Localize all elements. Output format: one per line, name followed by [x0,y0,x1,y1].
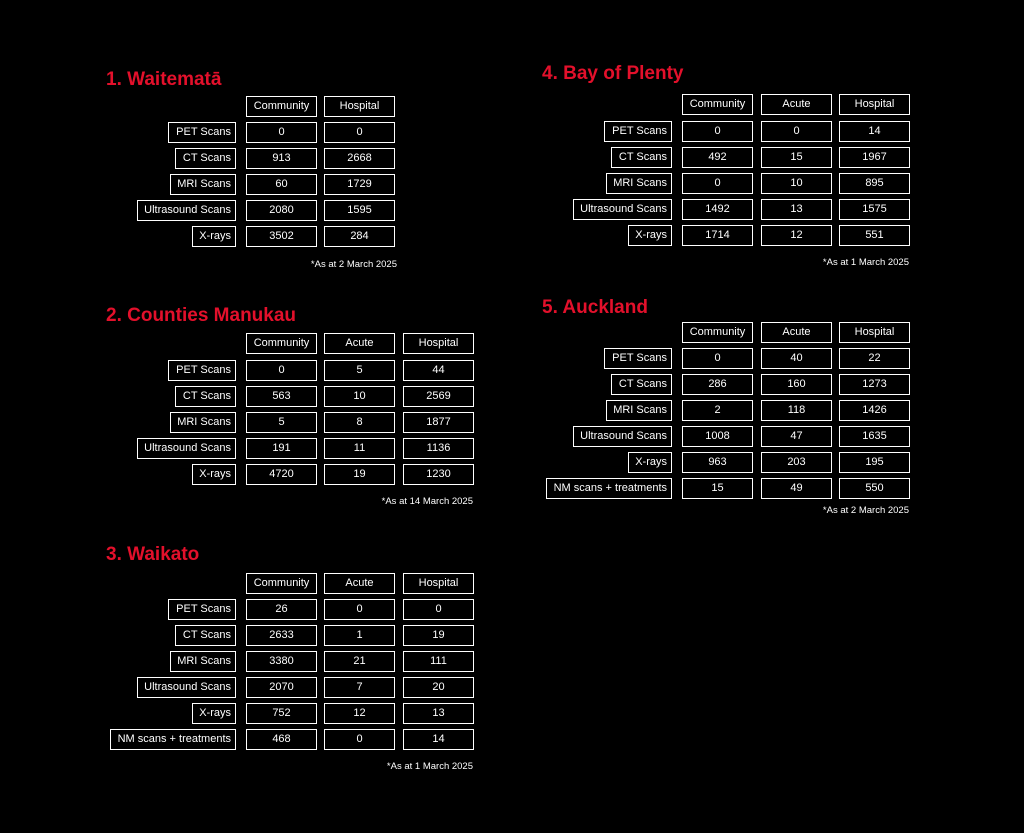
table-cell: 2633 [246,625,317,646]
table-cell: 20 [403,677,474,698]
section-title: 4. Bay of Plenty [542,63,684,84]
table-cell: 1 [324,625,395,646]
column-header: Acute [324,573,395,594]
column-header: Community [246,96,317,117]
table-cell: 1426 [839,400,910,421]
as-at-note: *As at 14 March 2025 [381,496,473,507]
table-cell: 19 [324,464,395,485]
table-cell: 5 [324,360,395,381]
table-cell: 1136 [403,438,474,459]
row-label: PET Scans [168,599,236,620]
table-cell: 49 [761,478,832,499]
table-cell: 1008 [682,426,753,447]
table-cell: 1729 [324,174,395,195]
section-title: 3. Waikato [106,544,200,565]
table-cell: 468 [246,729,317,750]
row-label: Ultrasound Scans [137,200,236,221]
table-cell: 160 [761,374,832,395]
table-cell: 12 [324,703,395,724]
table-cell: 1877 [403,412,474,433]
table-cell: 1635 [839,426,910,447]
table-cell: 2080 [246,200,317,221]
row-label: Ultrasound Scans [137,677,236,698]
table-cell: 203 [761,452,832,473]
section-title: 5. Auckland [542,297,648,318]
table-cell: 0 [324,729,395,750]
table-cell: 0 [682,121,753,142]
table-cell: 1714 [682,225,753,246]
table-cell: 13 [403,703,474,724]
table-cell: 118 [761,400,832,421]
as-at-note: *As at 1 March 2025 [822,257,909,268]
table-cell: 284 [324,226,395,247]
row-label: Ultrasound Scans [137,438,236,459]
table-cell: 752 [246,703,317,724]
table-cell: 15 [682,478,753,499]
column-header: Community [682,322,753,343]
table-cell: 14 [839,121,910,142]
as-at-note: *As at 2 March 2025 [310,259,397,270]
table-cell: 1492 [682,199,753,220]
as-at-note: *As at 2 March 2025 [822,505,909,516]
row-label: PET Scans [604,121,672,142]
table-cell: 0 [246,122,317,143]
table-cell: 26 [246,599,317,620]
table-cell: 14 [403,729,474,750]
table-cell: 60 [246,174,317,195]
column-header: Community [682,94,753,115]
table-cell: 15 [761,147,832,168]
column-header: Acute [761,94,832,115]
table-cell: 8 [324,412,395,433]
table-cell: 3380 [246,651,317,672]
row-label: PET Scans [168,122,236,143]
row-label: X-rays [628,225,672,246]
row-label: MRI Scans [170,174,236,195]
table-cell: 492 [682,147,753,168]
table-cell: 10 [324,386,395,407]
table-cell: 1230 [403,464,474,485]
row-label: CT Scans [175,625,236,646]
table-cell: 22 [839,348,910,369]
row-label: CT Scans [175,386,236,407]
table-cell: 563 [246,386,317,407]
table-cell: 191 [246,438,317,459]
row-label: CT Scans [611,374,672,395]
row-label: X-rays [192,226,236,247]
table-cell: 7 [324,677,395,698]
row-label: MRI Scans [606,400,672,421]
as-at-note: *As at 1 March 2025 [386,761,473,772]
column-header: Hospital [324,96,395,117]
table-cell: 1967 [839,147,910,168]
row-label: MRI Scans [606,173,672,194]
row-label: CT Scans [611,147,672,168]
table-cell: 550 [839,478,910,499]
section-title: 2. Counties Manukau [106,305,297,326]
table-cell: 4720 [246,464,317,485]
table-cell: 195 [839,452,910,473]
row-label: PET Scans [168,360,236,381]
column-header: Community [246,573,317,594]
column-header: Hospital [839,94,910,115]
table-cell: 40 [761,348,832,369]
table-cell: 0 [682,173,753,194]
row-label: MRI Scans [170,412,236,433]
table-cell: 12 [761,225,832,246]
row-label: Ultrasound Scans [573,426,672,447]
row-label: NM scans + treatments [110,729,236,750]
table-cell: 286 [682,374,753,395]
table-cell: 0 [682,348,753,369]
table-cell: 5 [246,412,317,433]
row-label: PET Scans [604,348,672,369]
table-cell: 1575 [839,199,910,220]
table-cell: 551 [839,225,910,246]
row-label: X-rays [192,703,236,724]
table-cell: 2 [682,400,753,421]
table-cell: 2070 [246,677,317,698]
column-header: Acute [761,322,832,343]
table-cell: 1273 [839,374,910,395]
table-cell: 913 [246,148,317,169]
row-label: MRI Scans [170,651,236,672]
row-label: Ultrasound Scans [573,199,672,220]
table-cell: 963 [682,452,753,473]
table-cell: 19 [403,625,474,646]
table-cell: 13 [761,199,832,220]
table-cell: 47 [761,426,832,447]
table-cell: 11 [324,438,395,459]
column-header: Hospital [403,573,474,594]
table-cell: 0 [324,599,395,620]
row-label: X-rays [192,464,236,485]
table-cell: 895 [839,173,910,194]
table-cell: 21 [324,651,395,672]
row-label: NM scans + treatments [546,478,672,499]
table-cell: 3502 [246,226,317,247]
table-cell: 44 [403,360,474,381]
column-header: Acute [324,333,395,354]
table-cell: 0 [324,122,395,143]
row-label: X-rays [628,452,672,473]
section-title: 1. Waitematā [106,69,222,90]
column-header: Hospital [839,322,910,343]
table-cell: 0 [761,121,832,142]
column-header: Hospital [403,333,474,354]
table-cell: 10 [761,173,832,194]
row-label: CT Scans [175,148,236,169]
column-header: Community [246,333,317,354]
table-cell: 0 [246,360,317,381]
table-cell: 0 [403,599,474,620]
table-cell: 2668 [324,148,395,169]
table-cell: 2569 [403,386,474,407]
table-cell: 1595 [324,200,395,221]
table-cell: 111 [403,651,474,672]
